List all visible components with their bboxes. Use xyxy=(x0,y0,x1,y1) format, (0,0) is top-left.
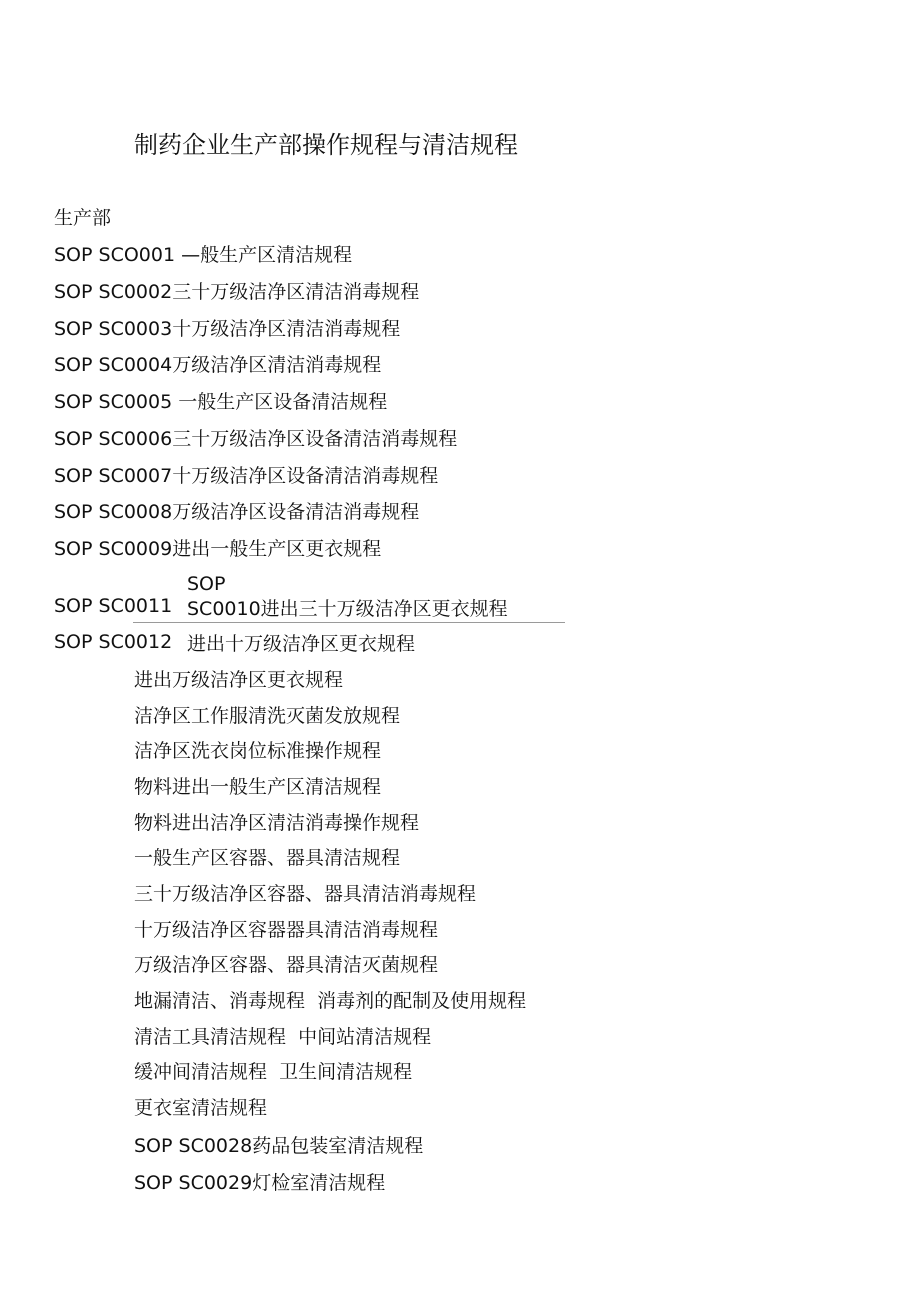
list-item: SOP SC0008万级洁净区设备清洁消毒规程 xyxy=(54,501,420,523)
list-item: 洁净区工作服清洗灭菌发放规程 xyxy=(134,705,401,727)
list-item: SOP SC0029灯检室清洁规程 xyxy=(134,1172,386,1194)
left-code: SOP SC0011 xyxy=(54,595,173,617)
underline-rule xyxy=(133,622,565,623)
document-title: 制药企业生产部操作规程与清洁规程 xyxy=(134,131,518,159)
list-item: SOP SC0028药品包装室清洁规程 xyxy=(134,1135,424,1157)
list-item: 三十万级洁净区容器、器具清洁消毒规程 xyxy=(134,883,477,905)
list-item: 进出十万级洁净区更衣规程 xyxy=(187,633,416,655)
list-item: 物料进出洁净区清洁消毒操作规程 xyxy=(134,812,420,834)
left-code-clipped: SOP SC0012 xyxy=(54,631,173,653)
list-item: 十万级洁净区容器器具清洁消毒规程 xyxy=(134,919,439,941)
list-item: 洁净区洗衣岗位标准操作规程 xyxy=(134,740,382,762)
list-item: SOP SC0002三十万级洁净区清洁消毒规程 xyxy=(54,281,420,303)
left-code-clip xyxy=(54,630,184,653)
list-item: 一般生产区容器、器具清洁规程 xyxy=(134,847,401,869)
list-item: 更衣室清洁规程 xyxy=(134,1097,268,1119)
list-item: SOP SC0007十万级洁净区设备清洁消毒规程 xyxy=(54,465,439,487)
list-item: SOP SC0009进出一般生产区更衣规程 xyxy=(54,538,382,560)
list-item: SOP SC0004万级洁净区清洁消毒规程 xyxy=(54,354,382,376)
list-item: SOP SCO001 —般生产区清洁规程 xyxy=(54,244,353,266)
split-entry-prefix: SOP xyxy=(187,573,226,595)
list-item: 物料进出一般生产区清洁规程 xyxy=(134,776,382,798)
split-entry-code-title: SC0010进出三十万级洁净区更衣规程 xyxy=(187,598,508,620)
list-item: 万级洁净区容器、器具清洁灭菌规程 xyxy=(134,954,439,976)
list-item: 缓冲间清洁规程 卫生间清洁规程 xyxy=(134,1061,413,1083)
department-heading: 生产部 xyxy=(54,207,112,229)
list-item: SOP SC0003十万级洁净区清洁消毒规程 xyxy=(54,318,401,340)
list-item: SOP SC0005 一般生产区设备清洁规程 xyxy=(54,391,388,413)
list-item: 进出万级洁净区更衣规程 xyxy=(134,669,344,691)
list-item: 清洁工具清洁规程 中间站清洁规程 xyxy=(134,1026,432,1048)
list-item: 地漏清洁、消毒规程 消毒剂的配制及使用规程 xyxy=(134,990,527,1012)
list-item: SOP SC0006三十万级洁净区设备清洁消毒规程 xyxy=(54,428,458,450)
